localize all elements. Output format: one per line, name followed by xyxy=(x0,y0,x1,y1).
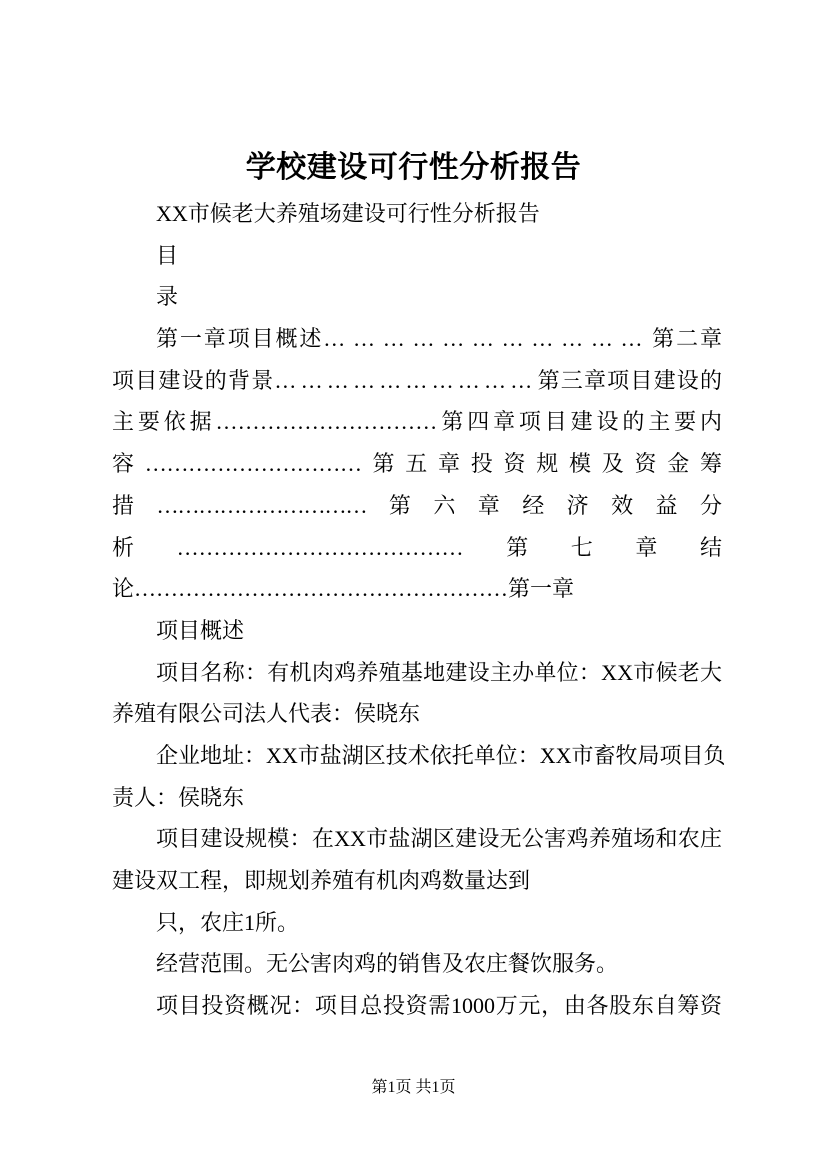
paragraph-line: 项目名称：有机肉鸡养殖基地建设主办单位：XX市候老大 xyxy=(156,659,722,685)
toc-heading-line: 目 xyxy=(156,242,179,268)
toc-leader xyxy=(156,485,366,527)
toc-leader xyxy=(177,527,464,569)
toc-line-end: 第三章项目建设的 xyxy=(536,367,722,393)
toc-leader xyxy=(145,443,362,485)
toc-leader xyxy=(134,568,508,610)
subtitle: XX市候老大养殖场建设可行性分析报告 xyxy=(156,201,540,226)
paragraph-line: 建设双工程，即规划养殖有机肉鸡数量达到 xyxy=(112,868,531,893)
toc-line xyxy=(112,527,722,569)
paragraph-line: 养殖有限公司法人代表：侯晓东 xyxy=(112,701,421,727)
chapter-heading: 项目概述 xyxy=(156,617,245,643)
toc-leader xyxy=(215,401,437,443)
toc-line-start: 论 xyxy=(112,576,135,602)
toc-line-end: 第五章投资规模及资金筹 xyxy=(361,451,722,477)
paragraph-line: 项目投资概况：项目总投资需1000万元，由各股东自筹资 xyxy=(156,993,722,1019)
toc-line-end: 第四章项目建设的主要内 xyxy=(437,409,722,435)
toc-line-end: 第一章 xyxy=(508,576,575,602)
toc-leader xyxy=(323,318,650,360)
document-body xyxy=(112,193,726,1027)
footer-page-info: 第1页 共1页 xyxy=(371,1079,456,1096)
paragraph-line: 责人：侯晓东 xyxy=(112,784,245,810)
toc-heading-line: 录 xyxy=(156,284,179,310)
paragraph-line: 企业地址：XX市盐湖区技术依托单位：XX市畜牧局项目负 xyxy=(156,742,726,768)
toc-leader-dots: ………………………………… xyxy=(176,534,464,560)
toc-line xyxy=(112,318,722,360)
toc-line xyxy=(112,443,722,485)
toc-line-start: 项目建设的背景 xyxy=(112,367,275,393)
toc-leader-dots: ………………………… xyxy=(274,367,537,393)
toc-line xyxy=(112,401,722,443)
toc-line xyxy=(112,485,722,527)
toc-line-end: 第七章结 xyxy=(463,534,722,560)
toc-leader-dots: …………………………… xyxy=(323,326,651,352)
document-title: 学校建设可行性分析报告 xyxy=(245,151,582,184)
toc-line-end: 第六章经济效益分 xyxy=(366,492,722,518)
toc-line xyxy=(112,360,722,402)
toc-line-start: 第一章项目概述 xyxy=(156,326,324,352)
toc-line xyxy=(112,568,722,610)
toc-leader-dots: …………………………………………… xyxy=(134,576,509,602)
toc-leader-dots: ………………………… xyxy=(156,492,367,518)
toc-line-start: 容 xyxy=(112,451,145,477)
toc-line-end: 第二章 xyxy=(650,326,722,352)
toc-line-start: 措 xyxy=(112,492,157,518)
toc-leader-dots: ………………………… xyxy=(144,451,362,477)
toc-leader xyxy=(274,360,536,402)
paragraph-line: 只，农庄1所。 xyxy=(156,909,300,935)
toc-leader-dots: ………………………… xyxy=(215,409,438,435)
toc-line-start: 主要依据 xyxy=(112,409,216,435)
toc-line-start: 析 xyxy=(112,534,177,560)
paragraph-line: 经营范围。无公害肉鸡的销售及农庄餐饮服务。 xyxy=(156,951,619,977)
paragraph-line: 项目建设规模：在XX市盐湖区建设无公害鸡养殖场和农庄 xyxy=(156,826,722,852)
